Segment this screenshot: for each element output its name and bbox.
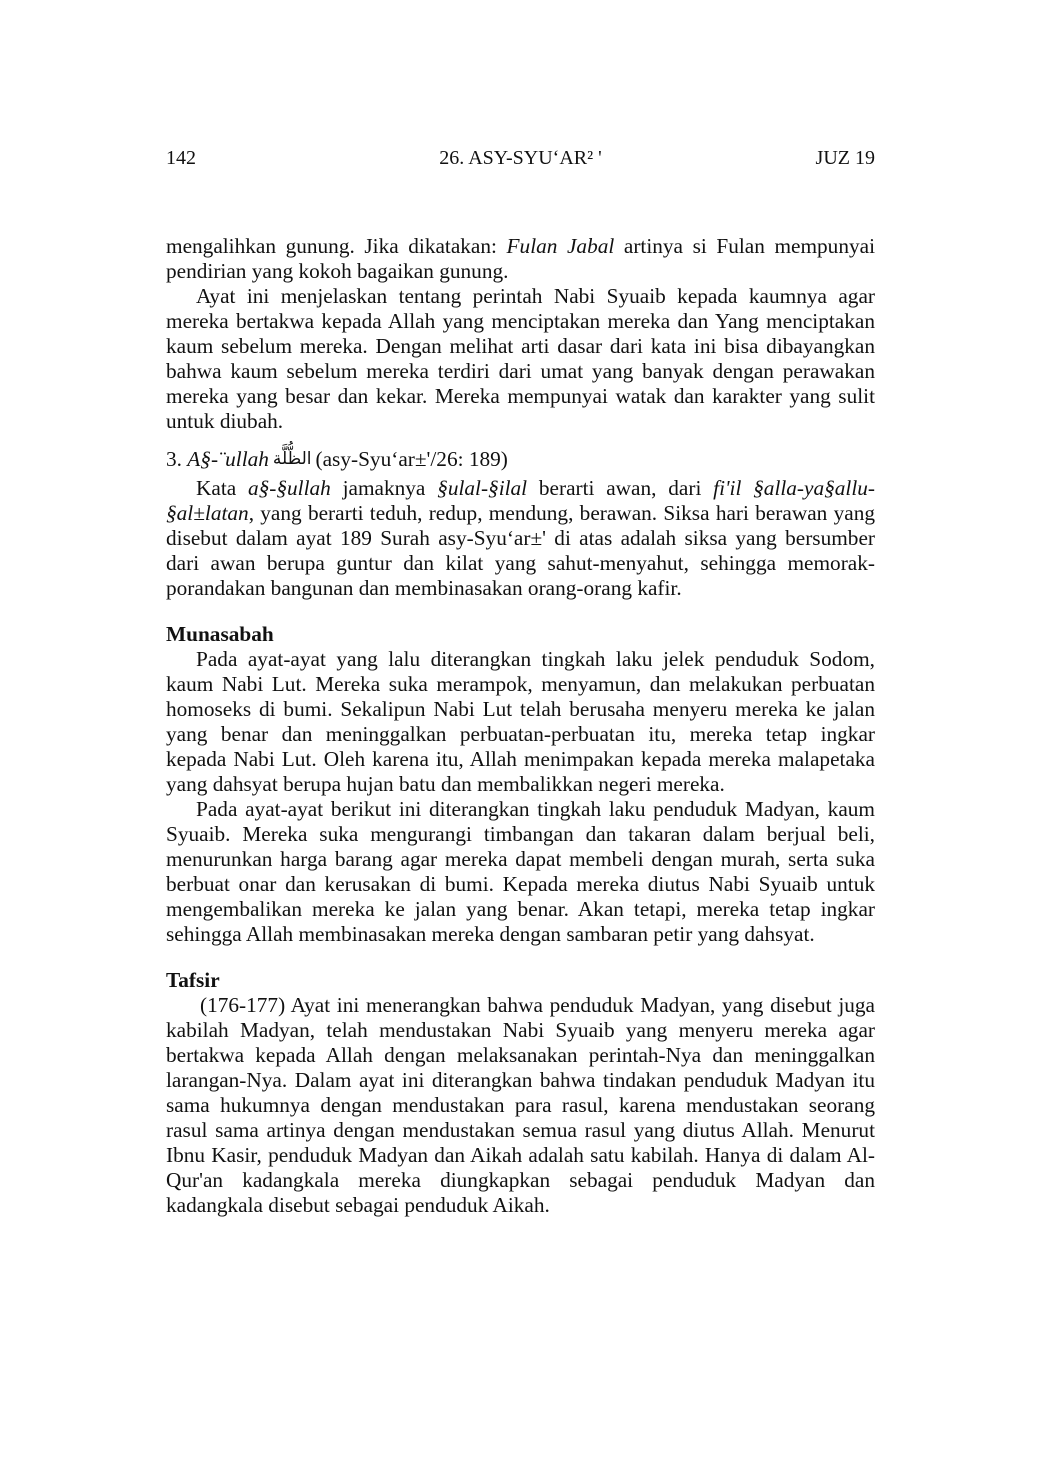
- italic-term: Fulan Jabal: [506, 234, 615, 258]
- item-reference: (asy-Syu‘ar±'/26: 189): [315, 447, 508, 471]
- item-term: A§-¨ullah: [187, 447, 269, 471]
- paragraph-tafsir-1: (176-177) Ayat ini menerangkan bahwa penduduk Madyan, yang disebut juga kabilah Madyan, telah mendustakan Nabi Syuaib yang menyeru mereka agar bertakwa kepada Allah dengan melaksanakan perintah-Nya dan meninggalkan larangan-Nya. Dalam ayat ini diterangkan bahwa tindakan penduduk Madyan itu sama hukumnya dengan mendustakan para rasul, karena mendustakan seorang rasul sama artinya dengan mendustakan semua rasul yang diutus Allah. Menurut Ibnu Kasir, penduduk Madyan dan Aikah adalah satu kabilah. Hanya di dalam Al-Qur'an kadangkala mereka diungkapkan sebagai penduduk Madyan dan kadangkala disebut sebagai penduduk Aikah.: [166, 993, 875, 1217]
- text-run: artinya si Fulan mempunyai pendirian yang kokoh bagaikan gunung.: [166, 234, 875, 283]
- surah-title: 26. ASY-SYU‘AR² ': [439, 147, 602, 169]
- paragraph-fulan-jabal: [166, 234, 875, 284]
- arabic-word: الظُّلَّة: [272, 449, 312, 469]
- vocab-item-3: [166, 442, 875, 476]
- paragraph-munasabah-2: Pada ayat-ayat berikut ini diterangkan tingkah laku penduduk Madyan, kaum Syuaib. Mereka suka mengurangi timbangan dan takaran dalam berjual beli, menurunkan harga barang agar mereka dapat membeli dengan murah, serta suka berbuat onar dan kerusakan di bumi. Kepada mereka diutus Nabi Syuaib untuk mengembalikan mereka ke jalan yang benar. Akan tetapi, mereka tetap ingkar sehingga Allah membinasakan mereka dengan sambaran petir yang dahsyat.: [166, 797, 875, 946]
- text-run: mengalihkan gunung. Jika dikatakan:: [166, 234, 507, 258]
- italic-term: §ulal-§ilal: [437, 476, 528, 500]
- text-run: jamaknya: [330, 476, 438, 500]
- heading-tafsir: Tafsir: [166, 968, 220, 992]
- text-run: , yang berarti teduh, redup, mendung, berawan. Siksa hari berawan yang disebut dalam ayat 189 Surah asy-Syu‘ar±' di atas adalah siksa yang bersumber dari awan berupa guntur dan kilat yang sahut-menyahut, sehingga memorak-porandakan bangunan dan membinasakan orang-orang kafir.: [166, 501, 875, 600]
- page-body: [166, 234, 875, 1218]
- page-number: 142: [166, 147, 196, 169]
- item-number: 3.: [166, 447, 188, 471]
- italic-term: fi'il §alla-ya§allu-§al±latan: [166, 476, 876, 525]
- heading-munasabah: Munasabah: [166, 622, 274, 646]
- section-spacer: [166, 947, 875, 967]
- paragraph-nabi-syuaib: Ayat ini menjelaskan tentang perintah Nabi Syuaib kepada kaumnya agar mereka bertakwa kepada Allah yang menciptakan mereka dan Yang menciptakan kaum sebelum mereka. Dengan melihat arti dasar dari kata ini bisa dibayangkan bahwa kaum sebelum mereka terdiri dari umat yang banyak dengan perawakan mereka yang besar dan kekar. Mereka mempunyai watak dan karakter yang sulit untuk diubah.: [166, 284, 875, 433]
- text-run: Kata: [196, 476, 248, 500]
- text-run: berarti awan, dari: [527, 476, 714, 500]
- juz-label: JUZ 19: [815, 147, 875, 169]
- italic-term: a§-§ullah: [247, 476, 331, 500]
- section-spacer: [166, 601, 875, 621]
- paragraph-a-zullah: [166, 476, 875, 601]
- paragraph-munasabah-1: Pada ayat-ayat yang lalu diterangkan tingkah laku jelek penduduk Sodom, kaum Nabi Lut. Mereka suka merampok, menyamun, dan melakukan perbuatan homoseks di bumi. Sekalipun Nabi Lut telah berusaha menyeru mereka ke jalan yang benar dan meninggalkan perbuatan-perbuatan itu, mereka tetap ingkar kepada Nabi Lut. Oleh karena itu, Allah menimpakan kepada mereka malapetaka yang dahsyat berupa hujan batu dan membalikkan negeri mereka.: [166, 647, 875, 796]
- running-header: [166, 147, 875, 175]
